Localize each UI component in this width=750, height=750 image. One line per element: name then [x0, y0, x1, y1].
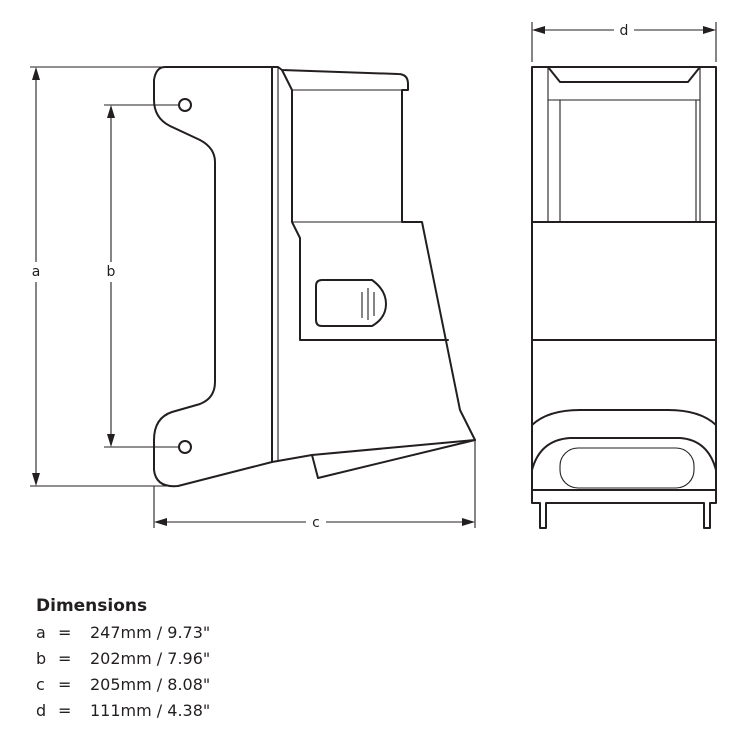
legend-equals: = [58, 675, 72, 694]
legend-value: 202mm / 7.96" [90, 649, 211, 668]
dimension-a [26, 67, 172, 486]
legend-row-b [36, 646, 210, 672]
dimensions-legend [36, 596, 210, 724]
legend-equals: = [58, 701, 72, 720]
dimension-b [101, 105, 179, 447]
legend-value: 205mm / 8.08" [90, 675, 211, 694]
legend-key: d [36, 701, 47, 720]
label-b: b [106, 264, 116, 280]
mounting-bracket [154, 67, 272, 486]
dimension-d [532, 20, 716, 62]
legend-row-c [36, 672, 210, 698]
mounting-hole-bottom [179, 441, 191, 453]
legend-key: a [36, 623, 46, 642]
side-body [272, 67, 475, 462]
legend-equals: = [58, 623, 72, 642]
legend-row-d [36, 698, 210, 724]
label-c: c [312, 515, 320, 531]
side-view [154, 67, 475, 486]
front-view [532, 67, 716, 528]
label-d: d [619, 23, 629, 39]
latch [316, 280, 386, 326]
legend-key: c [36, 675, 45, 694]
legend-value: 111mm / 4.38" [90, 701, 211, 720]
label-a: a [31, 264, 41, 280]
legend-title: Dimensions [36, 596, 148, 616]
legend-value: 247mm / 9.73" [90, 623, 211, 642]
mounting-hole-top [179, 99, 191, 111]
legend-equals: = [58, 649, 72, 668]
legend-row-a [36, 620, 210, 646]
legend-key: b [36, 649, 47, 668]
